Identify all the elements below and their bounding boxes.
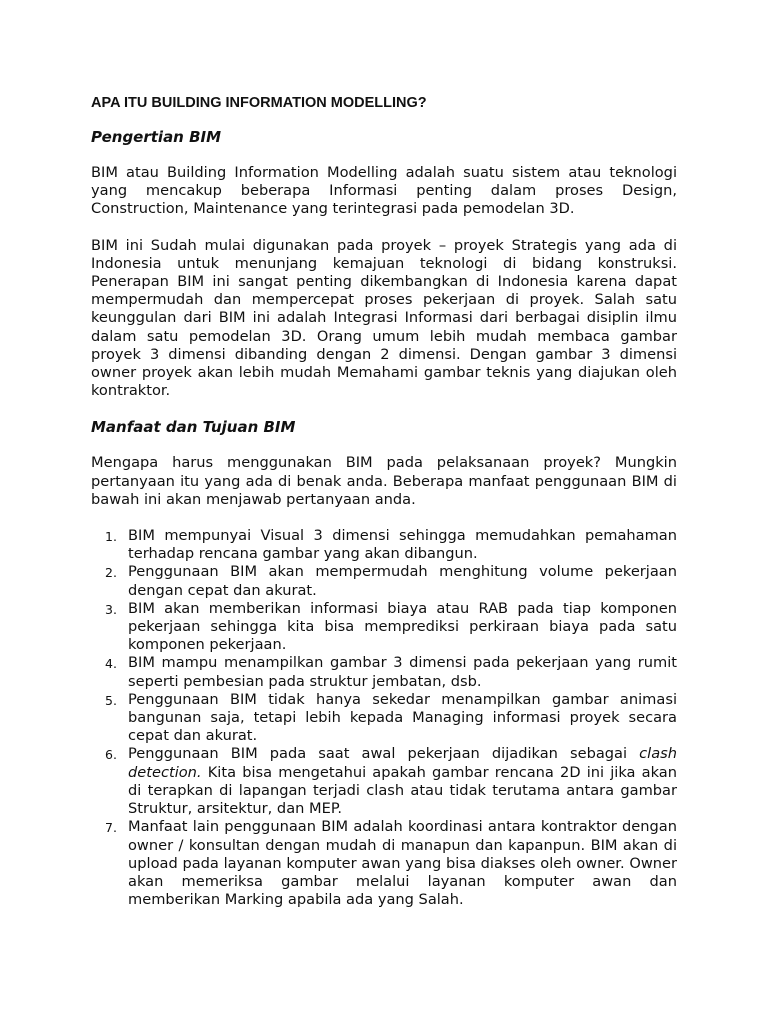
list-number: 2. (105, 565, 117, 581)
list-item-text: BIM mempunyai Visual 3 dimensi sehingga memudahkan pemahaman terhadap rencana gambar yang akan dibangun. (128, 527, 677, 563)
list-number: 4. (105, 656, 117, 672)
list-item-text (128, 745, 677, 817)
list-item (91, 654, 677, 690)
section-heading-manfaat: Manfaat dan Tujuan BIM (91, 418, 296, 437)
list-item-text: Manfaat lain penggunaan BIM adalah koordinasi antara kontraktor dengan owner / konsultan dengan mudah di manapun dan kapanpun. BIM akan di upload pada layanan komputer awan yang bisa diakses oleh owner. Owner akan memeriksa gambar melalui layanan komputer awan dan memberikan Marking apabila ada yang Salah. (128, 818, 677, 909)
list-item (91, 691, 677, 746)
clash-detection-term: clash detection. (128, 745, 677, 781)
list-item-text: Penggunaan BIM akan mempermudah menghitung volume pekerjaan dengan cepat dan akurat. (128, 563, 677, 599)
list-item (91, 818, 677, 909)
list-item-text-tail: Kita bisa mengetahui apakah gambar rencana 2D ini jika akan di terapkan di lapangan terjadi clash atau tidak terutama antara gambar Struktur, arsitektur, dan MEP. (128, 763, 677, 818)
list-item (91, 600, 677, 655)
list-item-text-lead: Penggunaan BIM pada saat awal pekerjaan dijadikan sebagai (128, 745, 640, 763)
list-number: 3. (105, 601, 117, 617)
list-item-text: BIM mampu menampilkan gambar 3 dimensi pada pekerjaan yang rumit seperti pembesian pada struktur jembatan, dsb. (128, 654, 677, 690)
list-item (91, 745, 677, 818)
paragraph-indonesia: BIM ini Sudah mulai digunakan pada proyek – proyek Strategis yang ada di Indonesia untuk menunjang kemajuan teknologi di bidang konstruksi. Penerapan BIM ini sangat penting dikembangkan di Indonesia karena dapat mempermudah dan mempercepat proses pekerjaan di proyek. Salah satu keunggulan dari BIM ini adalah Integrasi Informasi dari berbagai disiplin ilmu dalam satu pemodelan 3D. Orang umum lebih mudah membaca gambar proyek 3 dimensi dibanding dengan 2 dimensi. Dengan gambar 3 dimensi owner proyek akan lebih mudah Memahami gambar teknis yang diajukan oleh kontraktor. (91, 236, 677, 400)
list-number: 6. (105, 747, 117, 763)
paragraph-definition: BIM atau Building Information Modelling adalah suatu sistem atau teknologi yang mencakup beberapa Informasi penting dalam proses Design, Construction, Maintenance yang terintegrasi pada pemodelan 3D. (91, 164, 677, 218)
section-heading-pengertian: Pengertian BIM (91, 128, 222, 146)
list-number: 5. (105, 692, 117, 708)
document-title: APA ITU BUILDING INFORMATION MODELLING? (91, 95, 427, 111)
list-item (91, 527, 677, 563)
benefits-list (91, 527, 677, 909)
list-item-text: Penggunaan BIM tidak hanya sekedar menampilkan gambar animasi bangunan saja, tetapi lebih kepada Managing informasi proyek secara cepat dan akurat. (128, 690, 677, 745)
list-number: 7. (105, 820, 117, 836)
list-number: 1. (105, 529, 117, 545)
list-item-text: BIM akan memberikan informasi biaya atau RAB pada tiap komponen pekerjaan sehingga kita bisa memprediksi perkiraan biaya pada satu komponen pekerjaan. (128, 599, 677, 654)
list-item (91, 563, 677, 599)
paragraph-intro: Mengapa harus menggunakan BIM pada pelaksanaan proyek? Mungkin pertanyaan itu yang ada di benak anda. Beberapa manfaat penggunaan BIM di bawah ini akan menjawab pertanyaan anda. (91, 454, 677, 508)
document-page (91, 94, 677, 909)
